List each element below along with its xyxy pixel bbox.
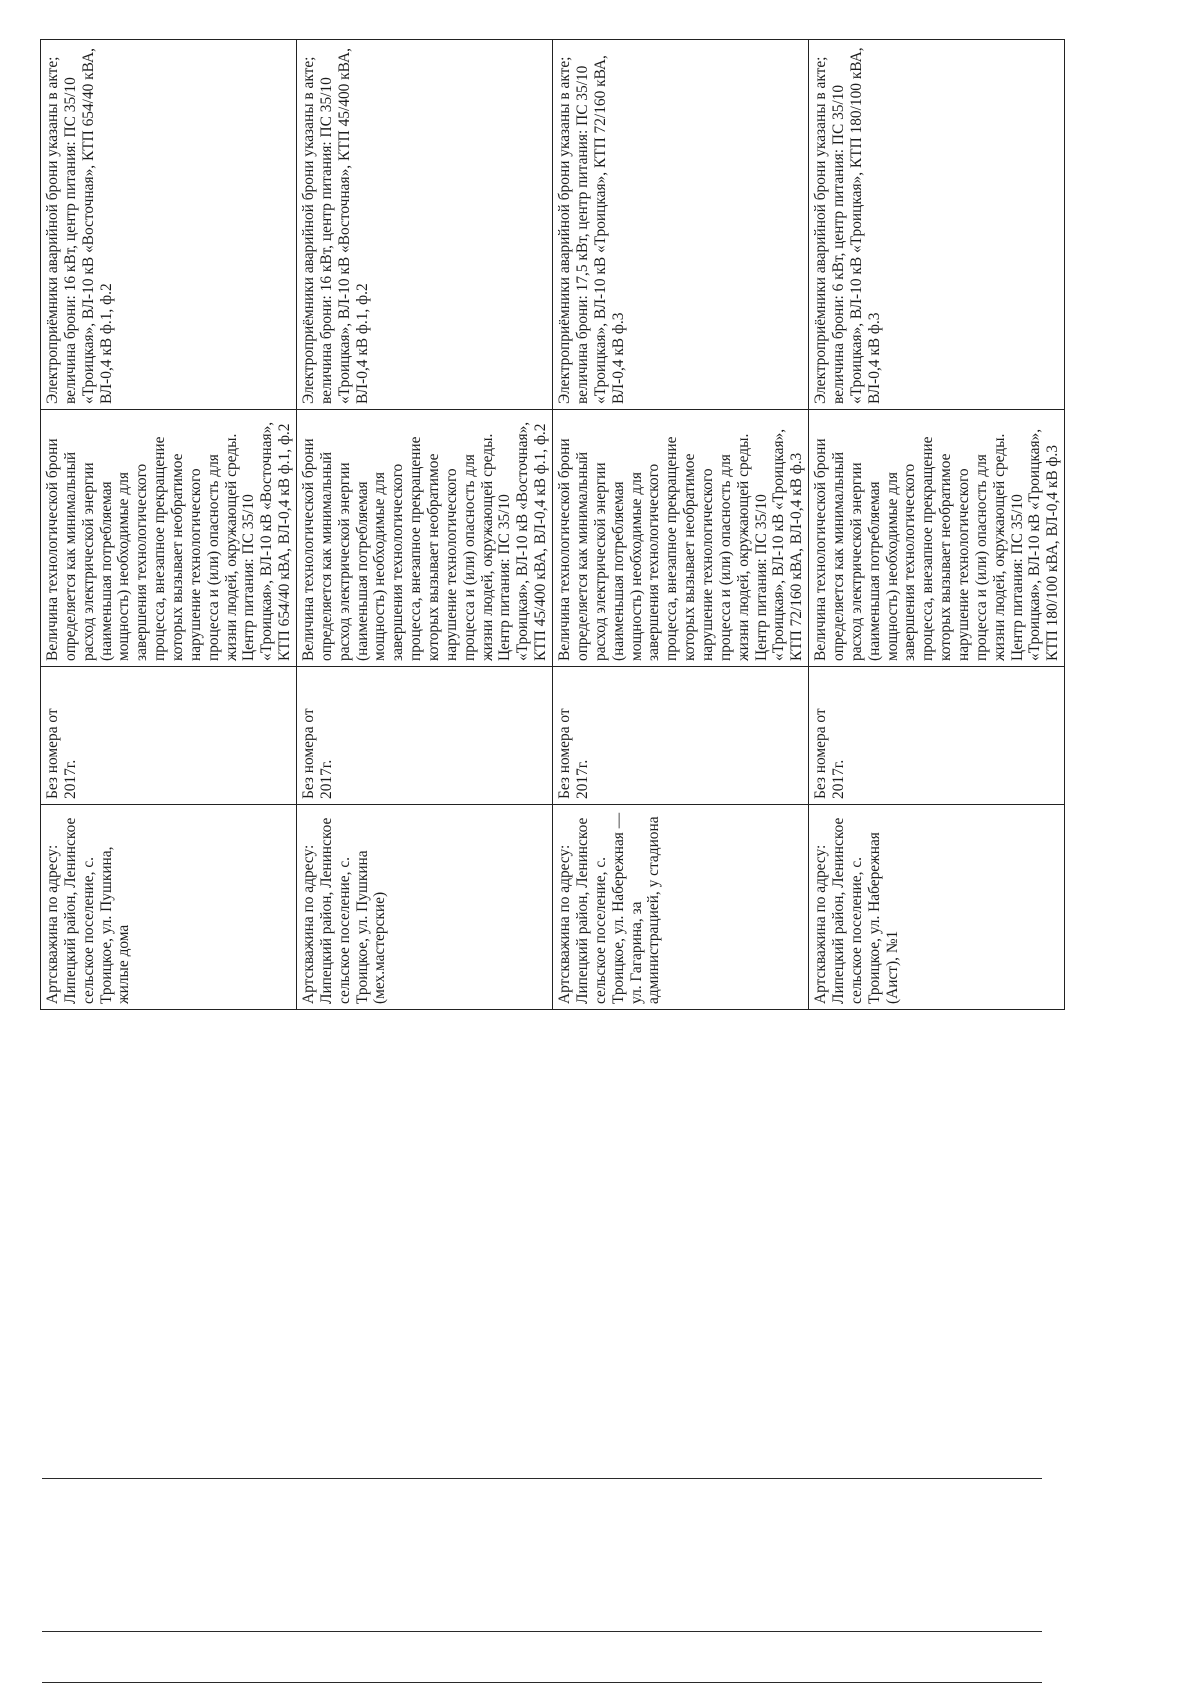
table-row	[553, 40, 809, 1010]
emergency-reserve-cell: Электроприёмники аварийной брони указаны в акте; величина брони: 17,5 кВт, центр питания: ПС 35/10 «Троицкая», ВЛ-10 кВ «Троицкая», КТП 72/160 кВА, ВЛ-0,4 кВ ф.3	[553, 40, 809, 410]
tech-reserve-cell: Величина технологической брони определяется как минимальный расход электрической энергии (наименьшая потребляемая мощность) необходимые для завершения технологического процесса, внезапное прекращение которых вызывает необратимое нарушение технологического процесса и (или) опасность для жизни людей, окружающей среды. Центр питания: ПС 35/10 «Троицкая», ВЛ-10 кВ «Восточная», КТП 45/400 кВА, ВЛ-0,4 кВ ф.1, ф.2	[297, 410, 553, 667]
table-row	[809, 40, 1065, 1010]
address-cell: Артскважина по адресу: Липецкий район, Ленинское сельское поселение, с. Троицкое, ул. Набережная — ул. Гагарина, за администрацией, у стадиона	[553, 805, 809, 1010]
document-cell: Без номера от 2017г.	[41, 667, 297, 805]
separator-line-1	[42, 1478, 1042, 1479]
document-cell: Без номера от 2017г.	[297, 667, 553, 805]
emergency-reserve-cell: Электроприёмники аварийной брони указаны в акте; величина брони: 16 кВт, центр питания: ПС 35/10 «Троицкая», ВЛ-10 кВ «Восточная», КТП 654/40 кВА, ВЛ-0,4 кВ ф.1, ф.2	[41, 40, 297, 410]
document-cell: Без номера от 2017г.	[553, 667, 809, 805]
address-cell: Артскважина по адресу: Липецкий район, Ленинское сельское поселение, с. Троицкое, ул. Пушкина, жилые дома	[41, 805, 297, 1010]
separator-line-2	[42, 1631, 1042, 1632]
tech-reserve-cell: Величина технологической брони определяется как минимальный расход электрической энергии (наименьшая потребляемая мощность) необходимые для завершения технологического процесса, внезапное прекращение которых вызывает необратимое нарушение технологического процесса и (или) опасность для жизни людей, окружающей среды. Центр питания: ПС 35/10 «Троицкая», ВЛ-10 кВ «Троицкая», КТП 72/160 кВА, ВЛ-0,4 кВ ф.3	[553, 410, 809, 667]
document-cell: Без номера от 2017г.	[809, 667, 1065, 805]
table-row	[41, 40, 297, 1010]
power-reserve-table	[40, 39, 1065, 1010]
tech-reserve-cell: Величина технологической брони определяется как минимальный расход электрической энергии (наименьшая потребляемая мощность) необходимые для завершения технологического процесса, внезапное прекращение которых вызывает необратимое нарушение технологического процесса и (или) опасность для жизни людей, окружающей среды. Центр питания: ПС 35/10 «Троицкая», ВЛ-10 кВ «Восточная», КТП 654/40 кВА, ВЛ-0,4 кВ ф.1, ф.2	[41, 410, 297, 667]
emergency-reserve-cell: Электроприёмники аварийной брони указаны в акте; величина брони: 16 кВт, центр питания: ПС 35/10 «Троицкая», ВЛ-10 кВ «Восточная», КТП 45/400 кВА, ВЛ-0,4 кВ ф.1, ф.2	[297, 40, 553, 410]
tech-reserve-cell: Величина технологической брони определяется как минимальный расход электрической энергии (наименьшая потребляемая мощность) необходимые для завершения технологического процесса, внезапное прекращение которых вызывает необратимое нарушение технологического процесса и (или) опасность для жизни людей, окружающей среды. Центр питания: ПС 35/10 «Троицкая», ВЛ-10 кВ «Троицкая», КТП 180/100 кВА, ВЛ-0,4 кВ ф.3	[809, 410, 1065, 667]
address-cell: Артскважина по адресу: Липецкий район, Ленинское сельское поселение, с. Троицкое, ул. Пушкина (мех.мастерские)	[297, 805, 553, 1010]
emergency-reserve-cell: Электроприёмники аварийной брони указаны в акте; величина брони: 6 кВт, центр питания: ПС 35/10 «Троицкая», ВЛ-10 кВ «Троицкая», КТП 180/100 кВА, ВЛ-0,4 кВ ф.3	[809, 40, 1065, 410]
separator-line-3	[42, 1682, 1042, 1683]
rotated-table-container	[40, 40, 1062, 1010]
table-row	[297, 40, 553, 1010]
address-cell: Артскважина по адресу: Липецкий район, Ленинское сельское поселение, с. Троицкое, ул. Набережная (Аист), №1	[809, 805, 1065, 1010]
